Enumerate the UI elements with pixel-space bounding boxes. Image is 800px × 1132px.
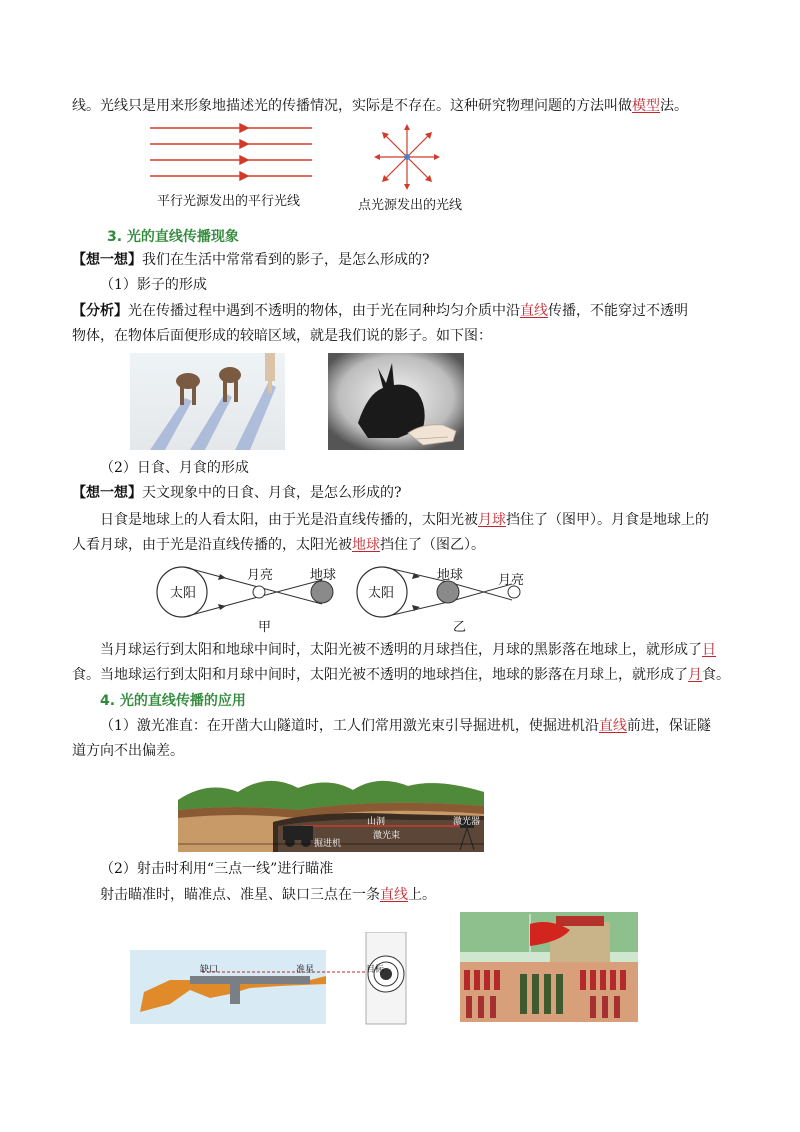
laser-line1	[100, 716, 711, 736]
think1-text: 我们在生活中常常看到的影子，是怎么形成的?	[142, 252, 430, 268]
intro-text: 线。光线只是用来形象地描述光的传播情况，实际是不存在。这种研究物理问题的方法叫做	[72, 98, 632, 114]
think1-line	[72, 250, 430, 270]
think1-tag: 【想一想】	[72, 252, 142, 268]
laser-text: （1）激光准直：在开凿大山隧道时，工人们常用激光束引导掘进机，使掘进机沿	[100, 718, 599, 734]
aim-line	[100, 885, 436, 905]
gun-aiming-figure	[130, 932, 410, 1028]
hand-shadow-photo	[328, 353, 464, 450]
lunar-earth-label: 地球	[437, 568, 464, 583]
lunar-blank: 月	[688, 667, 702, 683]
shadow-photo-people	[130, 353, 285, 450]
intro-line	[72, 96, 688, 116]
solar-earth-label: 地球	[310, 568, 337, 583]
aim-text-end: 上。	[408, 887, 436, 903]
parallel-caption: 平行光源发出的平行光线	[157, 194, 301, 209]
tunnel-beam-label: 激光束	[373, 831, 401, 841]
think2-text: 天文现象中的日食、月食，是怎么形成的?	[142, 485, 402, 501]
tunnel-laser-label: 激光器	[453, 817, 481, 827]
solar-fig-label: 甲	[258, 620, 272, 635]
analysis-tag: 【分析】	[72, 303, 128, 319]
lunar-sun-label: 太阳	[368, 586, 395, 601]
eclipse-blank-moon: 月球	[478, 512, 506, 528]
eclipse-line1	[100, 510, 709, 530]
eclipse-line2	[72, 535, 485, 555]
lunar-text-end: 食。	[702, 667, 730, 683]
point-source-figure	[372, 122, 442, 192]
think2-tag: 【想一想】	[72, 485, 142, 501]
aim-text: 射击瞄准时，瞄准点、准星、缺口三点在一条	[100, 887, 380, 903]
flag-ceremony-photo	[460, 912, 638, 1022]
solar-moon-label: 月亮	[247, 568, 274, 583]
sub2: （2）日食、月食的形成	[100, 460, 249, 476]
lunar-text: 当地球运行到太阳和月球中间时，太阳光被不透明的地球挡住，地球的影落在月球上，就形成了	[100, 667, 688, 683]
eclipse-text-b: 挡住了（图甲）。月食是地球上的	[506, 512, 709, 528]
laser-text-end: 前进，保证隧	[626, 718, 711, 734]
point-caption: 点光源发出的光线	[358, 198, 463, 213]
eclipse-text-d: 挡住了（图乙）。	[380, 537, 485, 553]
solar-blank: 日	[702, 642, 716, 658]
gun-target-label: 目标	[366, 965, 385, 975]
aim-sub2: （2）射击时利用“三点一线”进行瞄准	[100, 861, 334, 877]
tunnel-machine-label: 掘进机	[314, 839, 342, 849]
solar-explain-line2	[72, 665, 730, 685]
sub1: （1）影子的形成	[100, 277, 207, 293]
tunnel-cave-label: 山洞	[367, 817, 386, 827]
solar-sun-label: 太阳	[170, 586, 197, 601]
intro-text-end: 法。	[660, 98, 688, 114]
analysis-line2: 物体，在物体后面便形成的较暗区域，就是我们说的影子。如下图：	[72, 328, 492, 344]
gun-sight-label: 准星	[296, 965, 315, 975]
section4-heading: 4. 光的直线传播的应用	[100, 693, 246, 709]
think2-line	[72, 483, 402, 503]
analysis-line1	[72, 301, 688, 321]
eclipse-text-c: 人看月球，由于光是沿直线传播的，太阳光被	[72, 537, 352, 553]
eclipse-blank-earth: 地球	[352, 537, 380, 553]
laser-blank: 直线	[598, 718, 627, 734]
analysis-text-end: 传播，不能穿过不透明	[548, 303, 688, 319]
lunar-moon-label: 月亮	[498, 573, 525, 588]
eclipse-text-a: 日食是地球上的人看太阳，由于光是沿直线传播的，太阳光被	[100, 512, 478, 528]
laser-line2: 道方向不出偏差。	[72, 743, 184, 759]
parallel-rays-figure	[140, 120, 330, 195]
solar-explain-line	[100, 640, 716, 660]
solar-text-end: 食。	[72, 667, 100, 683]
analysis-text: 光在传播过程中遇到不透明的物体，由于光在同种均匀介质中沿	[128, 303, 520, 319]
gun-notch-label: 缺口	[200, 965, 219, 975]
intro-blank: 模型	[632, 98, 660, 114]
analysis-blank: 直线	[520, 303, 548, 319]
section3-heading: 3. 光的直线传播现象	[107, 229, 239, 245]
solar-text: 当月球运行到太阳和地球中间时，太阳光被不透明的月球挡住，月球的黑影落在地球上，就形成了	[100, 642, 702, 658]
lunar-fig-label: 乙	[453, 620, 467, 635]
aim-blank: 直线	[380, 887, 408, 903]
